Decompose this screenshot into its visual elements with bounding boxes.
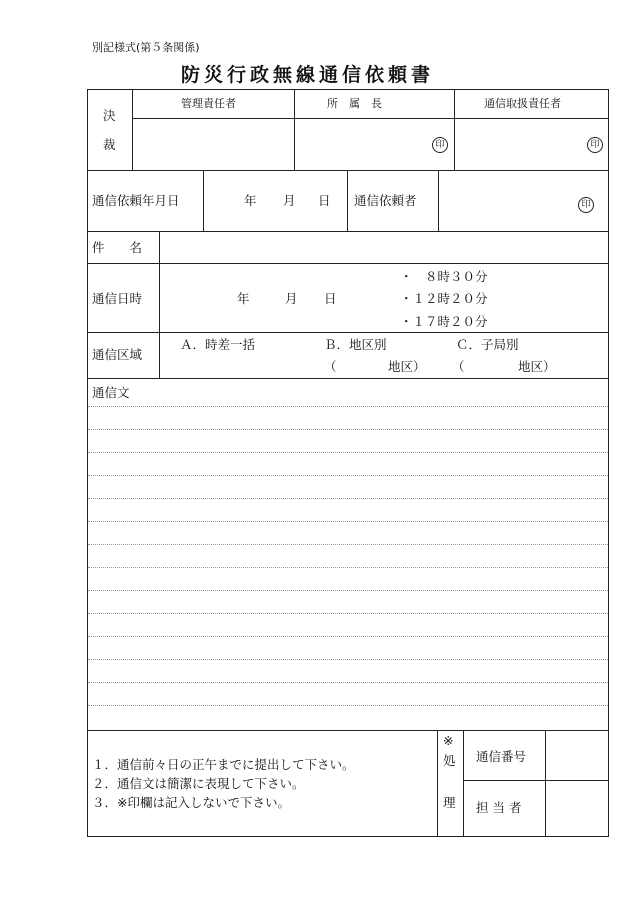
area-b-suffix: 地区） bbox=[388, 359, 426, 374]
approval-label-top: 決 bbox=[103, 108, 116, 123]
comm-day-unit: 日 bbox=[324, 291, 337, 306]
manager-approval-field[interactable] bbox=[133, 119, 293, 169]
area-c-paren-open: （ bbox=[452, 359, 465, 374]
form-reference-label: 別記様式(第５条関係) bbox=[92, 41, 200, 54]
request-month-unit: 月 bbox=[283, 193, 296, 208]
area-option-c[interactable]: Ｃ．子局別 bbox=[456, 337, 519, 352]
request-day-unit: 日 bbox=[318, 193, 331, 208]
seal-mark-icon: 印 bbox=[432, 137, 448, 153]
note-item: ３．※印欄は記入しないで下さい。 bbox=[92, 795, 290, 810]
message-field[interactable] bbox=[88, 379, 608, 729]
comm-area-label: 通信区域 bbox=[92, 347, 143, 362]
time-option-1[interactable]: ・ ８時３０分 bbox=[400, 269, 488, 284]
area-b-paren-open: （ bbox=[324, 359, 337, 374]
note-item: ２．通信文は簡潔に表現して下さい。 bbox=[92, 776, 305, 791]
comm-number-label: 通信番号 bbox=[476, 749, 527, 764]
comm-manager-approval-field[interactable] bbox=[455, 119, 608, 169]
person-in-charge-label: 担 当 者 bbox=[476, 800, 522, 815]
request-date-label: 通信依頼年月日 bbox=[92, 193, 180, 208]
note-item: １．通信前々日の正午までに提出して下さい。 bbox=[92, 757, 355, 772]
comm-month-unit: 月 bbox=[285, 291, 298, 306]
dept-head-header: 所 属 長 bbox=[327, 97, 382, 110]
comm-manager-header: 通信取扱責任者 bbox=[484, 97, 561, 110]
message-label: 通信文 bbox=[92, 385, 130, 400]
form-title: 防災行政無線通信依頼書 bbox=[181, 64, 435, 86]
area-c-suffix: 地区） bbox=[518, 359, 556, 374]
seal-mark-icon: 印 bbox=[587, 137, 603, 153]
comm-number-field bbox=[546, 731, 608, 779]
area-option-b[interactable]: Ｂ．地区別 bbox=[324, 337, 387, 352]
approval-label-bottom: 裁 bbox=[103, 137, 116, 152]
requester-label: 通信依頼者 bbox=[354, 193, 417, 208]
processing-label-top: 処 bbox=[443, 753, 456, 768]
manager-header: 管理責任者 bbox=[181, 97, 236, 110]
seal-mark-icon: 印 bbox=[578, 197, 594, 213]
request-year-unit: 年 bbox=[244, 193, 257, 208]
subject-field[interactable] bbox=[160, 232, 608, 262]
area-option-a[interactable]: Ａ．時差一括 bbox=[180, 337, 256, 352]
time-option-3[interactable]: ・１７時２０分 bbox=[400, 314, 488, 329]
processing-label-bottom: 理 bbox=[443, 795, 456, 810]
comm-year-unit: 年 bbox=[237, 291, 250, 306]
subject-label: 件 名 bbox=[92, 240, 143, 255]
comm-datetime-label: 通信日時 bbox=[92, 291, 143, 306]
person-in-charge-field bbox=[546, 781, 608, 836]
time-option-2[interactable]: ・１２時２０分 bbox=[400, 291, 488, 306]
processing-mark: ※ bbox=[443, 733, 454, 748]
dept-head-approval-field[interactable] bbox=[295, 119, 453, 169]
